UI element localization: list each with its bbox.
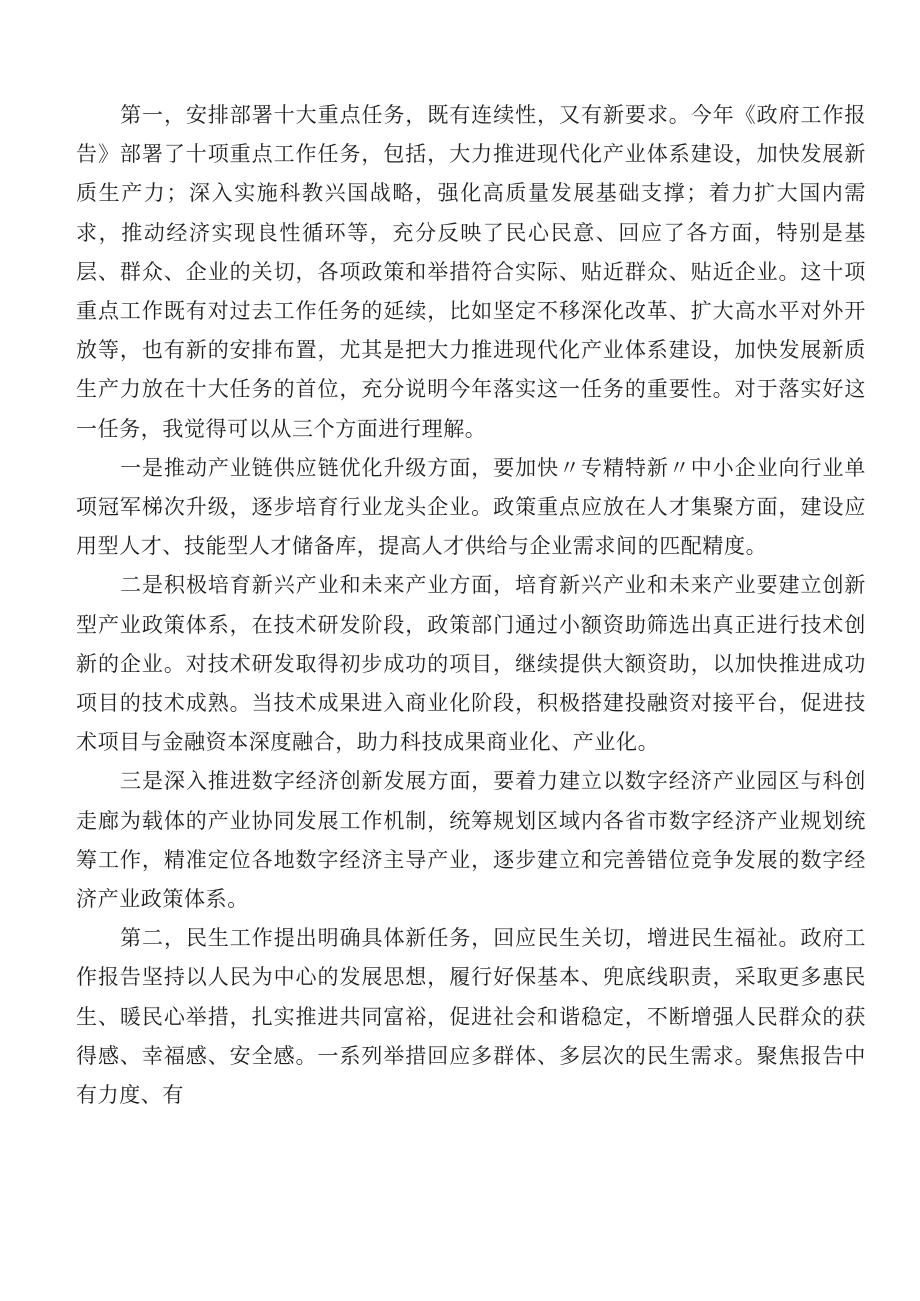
paragraph-emerging-industries: 二是积极培育新兴产业和未来产业方面，培育新兴产业和未来产业要建立创新型产业政策体系，在技术研发阶段，政策部门通过小额资助筛选出真正进行技术创新的企业。对技术研发取得初步成功的项目，继续提供大额资助，以加快推进成功项目的技术成熟。当技术成果进入商业化阶段，积极搭建投融资对接平台，促进技术项目与金融资本深度融合，助力科技成果商业化、产业化。 <box>76 573 866 755</box>
paragraph-industrial-chain: 一是推动产业链供应链优化升级方面，要加快〃专精特新〃中小企业向行业单项冠军梯次升级，逐步培育行业龙头企业。政策重点应放在人才集聚方面，建设应用型人才、技能型人才储备库，提高人才供给与企业需求间的匹配精度。 <box>76 455 866 559</box>
paragraph-digital-economy: 三是深入推进数字经济创新发展方面，要着力建立以数字经济产业园区与科创走廊为载体的产业协同发展工作机制，统筹规划区域内各省市数字经济产业规划统筹工作，精准定位各地数字经济主导产业，逐步建立和完善错位竞争发展的数字经济产业政策体系。 <box>76 769 866 912</box>
document-body <box>76 96 866 1115</box>
paragraph-livelihood: 第二，民生工作提出明确具体新任务，回应民生关切，增进民生福祉。政府工作报告坚持以人民为中心的发展思想，履行好保基本、兜底线职责，采取更多惠民生、暖民心举措，扎实推进共同富裕，促进社会和谐稳定，不断增强人民群众的获得感、幸福感、安全感。一系列举措回应多群体、多层次的民生需求。聚焦报告中有力度、有 <box>76 926 866 1108</box>
paragraph-first-task: 第一，安排部署十大重点任务，既有连续性，又有新要求。今年《政府工作报告》部署了十项重点工作任务，包括，大力推进现代化产业体系建设，加快发展新质生产力；深入实施科教兴国战略，强化高质量发展基础支撑；着力扩大国内需求，推动经济实现良性循环等，充分反映了民心民意、回应了各方面，特别是基层、群众、企业的关切，各项政策和举措符合实际、贴近群众、贴近企业。这十项重点工作既有对过去工作任务的延续，比如坚定不移深化改革、扩大高水平对外开放等，也有新的安排布置，尤其是把大力推进现代化产业体系建设，加快发展新质生产力放在十大任务的首位，充分说明今年落实这一任务的重要性。对于落实好这一任务，我觉得可以从三个方面进行理解。 <box>76 103 866 441</box>
